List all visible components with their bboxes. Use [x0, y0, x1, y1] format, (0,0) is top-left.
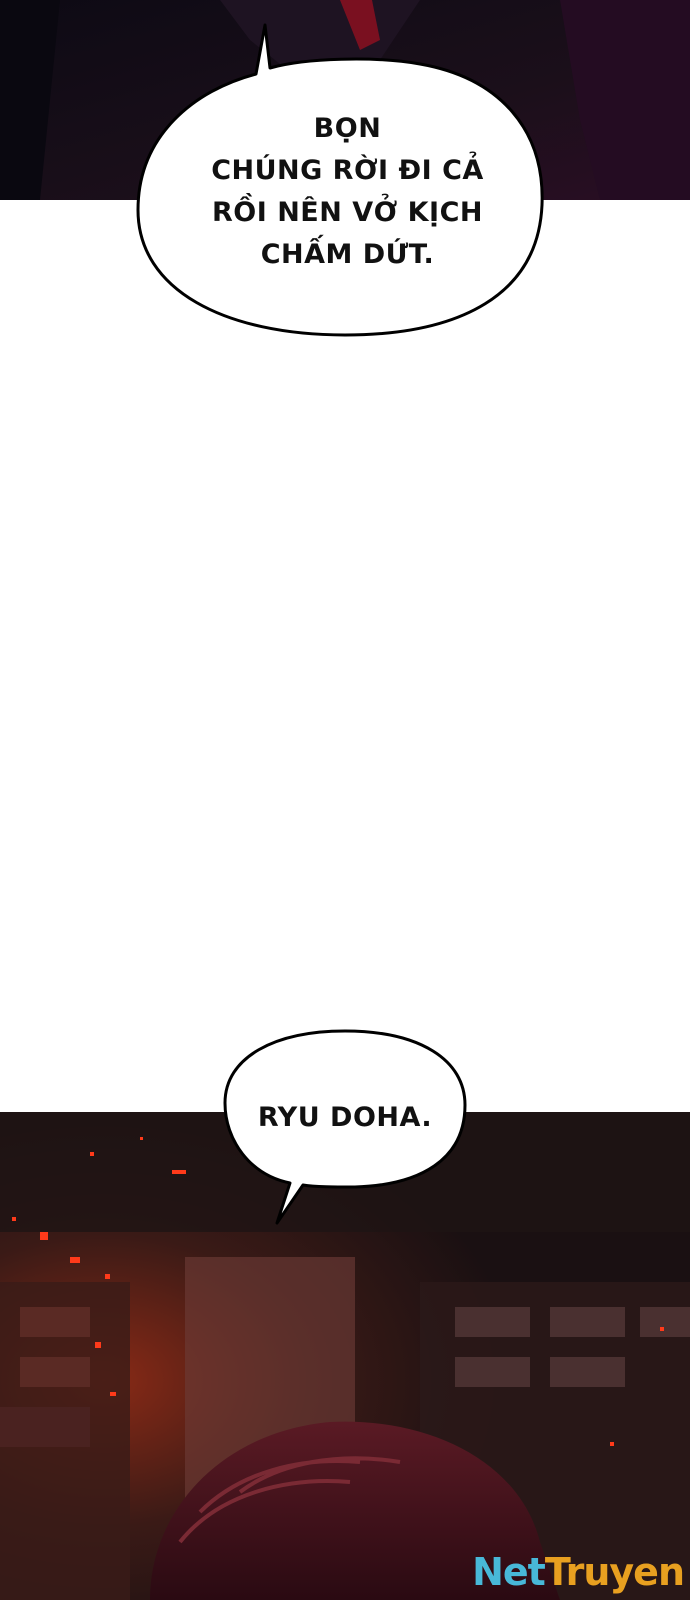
- ember: [172, 1170, 186, 1174]
- speech-bubble-1-text: [170, 108, 525, 276]
- dialogue-line: CHẤM DỨT.: [260, 239, 435, 270]
- site-watermark: [472, 1550, 684, 1594]
- dialogue-line: CHÚNG RỜI ĐI CẢ: [211, 155, 484, 186]
- ember: [105, 1274, 110, 1279]
- dialogue-line: RYU DOHA.: [257, 1102, 433, 1133]
- ember: [660, 1327, 664, 1331]
- ember: [12, 1217, 16, 1221]
- ember: [40, 1232, 48, 1240]
- watermark-net: Net: [472, 1550, 545, 1594]
- ember: [90, 1152, 94, 1156]
- window-pane: [550, 1357, 625, 1387]
- window-pane: [455, 1307, 530, 1337]
- dialogue-line: BỌN: [313, 113, 382, 144]
- ember: [70, 1257, 80, 1263]
- watermark-truyen: Truyen: [544, 1550, 684, 1594]
- ember: [110, 1392, 116, 1396]
- window-pane: [455, 1357, 530, 1387]
- ember: [95, 1342, 101, 1348]
- window-pane: [20, 1307, 90, 1337]
- window-pane: [550, 1307, 625, 1337]
- window-pane: [20, 1357, 90, 1387]
- dialogue-line: RỒI NÊN VỞ KỊCH: [212, 197, 483, 228]
- ember: [610, 1442, 614, 1446]
- window-pane: [640, 1307, 690, 1337]
- ember: [140, 1137, 143, 1140]
- window-pane: [0, 1407, 90, 1447]
- speech-bubble-2-text: [225, 1100, 465, 1136]
